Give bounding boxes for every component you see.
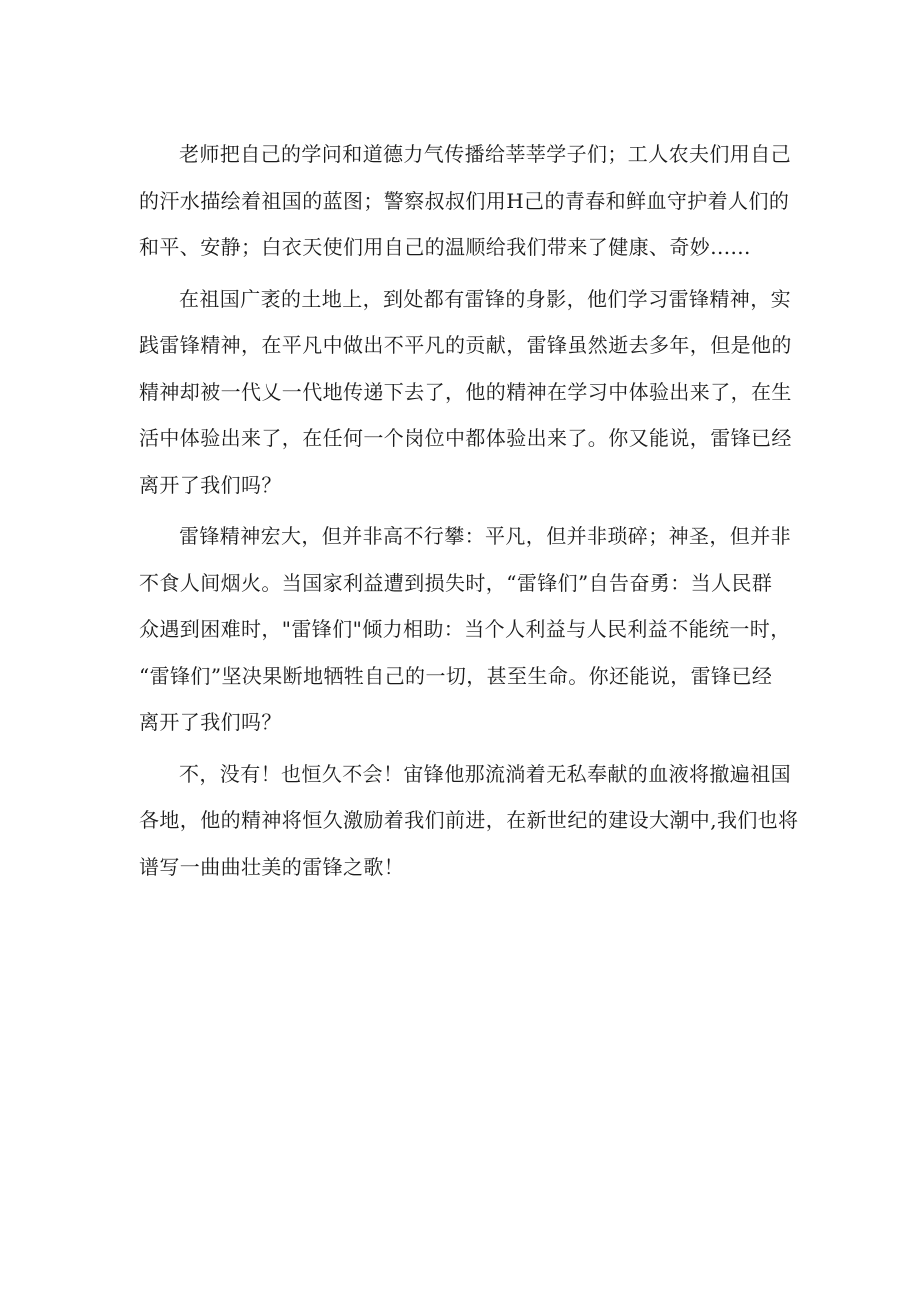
paragraph-line: 和平、安静；白衣天使们用自己的温顺给我们带来了健康、奇妙......	[139, 235, 751, 259]
paragraph-line: 谱写一曲曲壮美的雷锋之歌！	[139, 854, 405, 879]
paragraph-line: 精神却被一代乂一代地传递下去了，他的精神在学习中体验出来了，在生	[139, 379, 792, 404]
paragraph-line: “雷锋们”坚决果断地牺牲自己的一切，甚至生命。你还能说，雷锋已经	[139, 663, 773, 688]
paragraph-line: 老师把自己的学问和道德力气传播给莘莘学子们；工人农夫们用自己	[179, 142, 791, 166]
document-body	[139, 131, 799, 895]
paragraph-line: 离开了我们吗？	[139, 472, 282, 497]
paragraph-line: 践雷锋精神，在平凡中做出不平凡的贡献，雷锋虽然逝去多年，但是他的	[139, 333, 792, 357]
paragraph-1	[139, 131, 791, 271]
paragraph-line: 的汗水描绘着祖国的蓝图；警察叔叔们用H己的青春和鲜血守护着人们的	[139, 188, 790, 213]
paragraph-line: 离开了我们吗？	[139, 710, 282, 734]
paragraph-line: 不食人间烟火。当国家利益遭到损失时，“雷锋们”自告奋勇：当人民群	[139, 570, 773, 595]
paragraph-line: 雷锋精神宏大，但并非高不行攀：平凡，但并非琐碎；神圣，但并非	[179, 524, 791, 548]
paragraph-line: 各地，他的精神将恒久激励着我们前进，在新世纪的建设大潮中,我们也将	[139, 808, 799, 832]
paragraph-line: 不，没有！也恒久不会！宙锋他那流淌着无私奉献的血液将撤遍祖国	[179, 761, 791, 786]
paragraph-2	[139, 276, 792, 509]
paragraph-line: 众遇到困难时，"雷锋们"倾力相助：当个人利益与人民利益不能统一时，	[139, 617, 791, 641]
paragraph-3	[139, 513, 791, 746]
paragraph-line: 活中体验出来了，在任何一个岗位中都体验出来了。你又能说，雷锋已经	[139, 426, 792, 450]
paragraph-line: 在祖国广袤的土地上，到处都有雷锋的身影，他们学习雷锋精神，实	[179, 286, 791, 311]
paragraph-4	[139, 751, 799, 891]
